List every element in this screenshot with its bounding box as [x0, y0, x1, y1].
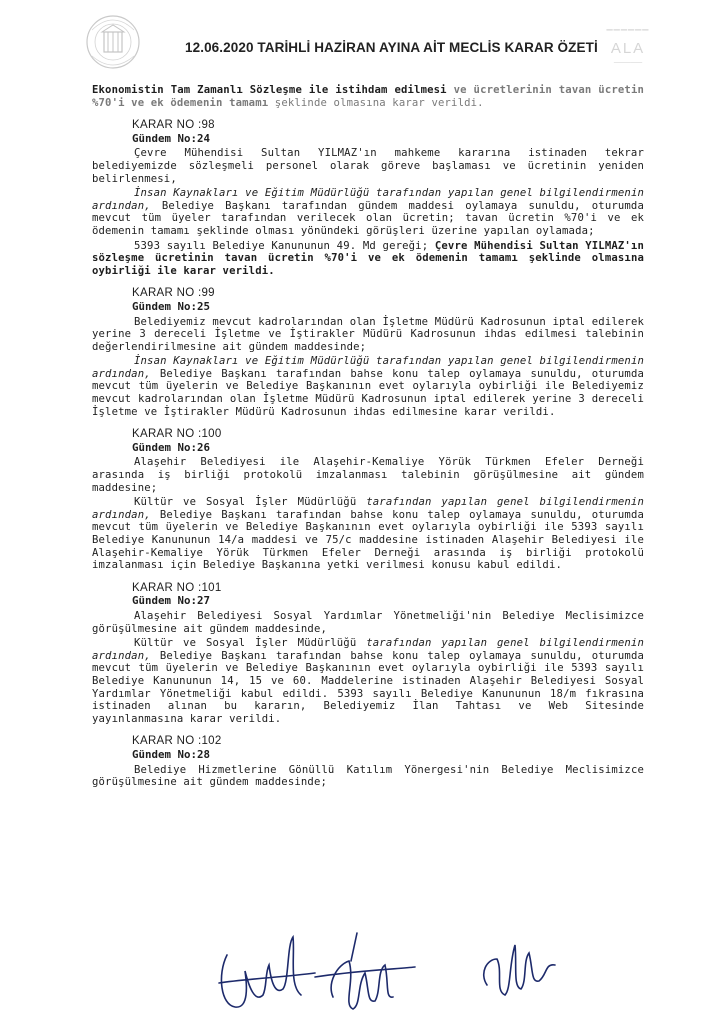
decision-paragraph: [92, 637, 644, 725]
decision-number: KARAR NO :101: [132, 581, 222, 594]
intro-text-b: ve ücretlerinin tavan ücretin %70'i ve ek ödemenin tamamı: [92, 84, 644, 109]
decision-text: Belediye Başkanı tarafından gündem maddesi oylamaya sunuldu, oturumda mevcut tüm üyeler tarafından verilecek olan ücretin; tavan ücretin %70'i ve ek ödemenin tamamı şeklinde olması yönündeki görüşleri üzerine yapılan oylamada;: [92, 199, 644, 237]
agenda-number: Gündem No:28: [132, 747, 211, 761]
decision-number: KARAR NO :100: [132, 428, 222, 441]
signatures: [215, 925, 575, 1020]
decision-text: Belediye Başkanı tarafından bahse konu talep oylamaya sunuldu, oturumda mevcut tüm üyelerin ve Belediye Başkanının evet oylarıyla oybirliği ile 5393 sayılı Belediye Kanununun 14/a maddesi ve 75/c maddesine istinaden Alaşehir Belediyesi ile Alaşehir-Kemaliye Yörük Türkmen Efeler Derneği arasında iş birliği protokolü imzalanması için Belediye Başkanına yetki verilmesi konusu kabul edildi.: [92, 508, 644, 572]
decision-paragraph: Belediye Hizmetlerine Gönüllü Katılım Yönergesi'nin Belediye Meclisimizce görüşülmesine ait gündem maddesinde;: [92, 763, 644, 789]
decision-paragraph: [92, 496, 644, 572]
decision-paragraph: [92, 240, 644, 278]
agenda-number: Gündem No:26: [132, 440, 211, 454]
decision-italic-text: tarafından yapılan genel bilgilendirmenin ardından,: [92, 496, 644, 521]
signature-3: [484, 945, 555, 995]
decision-text: Kültür ve Sosyal İşler Müdürlüğü: [134, 637, 357, 650]
decision-paragraph: [92, 187, 644, 237]
intro-paragraph: [92, 84, 644, 109]
decision-paragraph: Belediyemiz mevcut kadrolarından olan İşletme Müdürü Kadrosunun iptal edilerek yerine 3 dereceli İşletme ve İştirakler Müdürü Kadrosunun ihdas edilmesi talebinin değerlendirilmesine ait gündem maddesinde;: [92, 315, 644, 353]
faint-logo: ▔▔▔▔▔▔ ALA ─────: [603, 30, 653, 74]
decision-italic-text: İnsan Kaynakları ve Eğitim Müdürlüğü tarafından yapılan genel bilgilendirmenin ardından,: [92, 355, 644, 380]
agenda-number: Gündem No:24: [132, 131, 211, 145]
decision-paragraph: [92, 355, 644, 418]
decision-bold-text: Çevre Mühendisi Sultan YILMAZ'ın sözleşme ücretinin tavan ücretin %70'i ve ek ödemenin tamamı şeklinde olmasına oybirliği ile karar verildi.: [92, 239, 644, 277]
page-title: 12.06.2020 TARİHLİ HAZİRAN AYINA AİT MECLİS KARAR ÖZETİ: [185, 40, 598, 55]
intro-text-a: Ekonomistin Tam Zamanlı Sözleşme ile istihdam edilmesi: [92, 84, 447, 96]
decision-italic-text: tarafından yapılan genel bilgilendirmenin ardından,: [92, 637, 644, 662]
decision-number: KARAR NO :98: [132, 119, 215, 132]
decision-number: KARAR NO :102: [132, 735, 222, 748]
decision-paragraph: Çevre Mühendisi Sultan YILMAZ'ın mahkeme kararına istinaden tekrar belediyemizde sözleşmeli personel olarak göreve başlaması ve ücretinin yeniden belirlenmesi,: [92, 147, 644, 185]
decision-text: 5393 sayılı Belediye Kanununun 49. Md gereği;: [134, 239, 429, 252]
document-body: [92, 84, 644, 791]
decision-text: Belediye Başkanı tarafından bahse konu talep oylamaya sunuldu, oturumda mevcut tüm üyelerin ve Belediye Başkanının evet oylarıyla oybirliği ile 5393 sayılı Belediye Kanununun 14, 15 ve 60. Maddelerine istinaden Alaşehir Belediyesi Sosyal Yardımlar Yönetmeliği kabul edildi. 5393 sayılı Belediye Kanununun 18/m fıkrasına istinaden alınan bu kararın, Belediyemiz İlan Tahtası ve Web Sitesinde yayınlanmasına karar verildi.: [92, 649, 644, 725]
signature-1: [219, 937, 315, 1007]
decision-text: Belediye Başkanı tarafından bahse konu talep oylamaya sunuldu, oturumda mevcut tüm üyelerin ve Belediye Başkanının evet oylarıyla oybirliği ile Belediyemiz mevcut kadrolarından olan İşletme Müdürü Kadrosunun iptal edilerek yerine 3 dereceli İşletme ve İştirakler Müdürü Kadrosunun ihdas edilmesine karar verildi.: [92, 367, 644, 418]
decision-number: KARAR NO :99: [132, 287, 215, 300]
signature-2: [315, 933, 415, 1009]
decision-italic-text: İnsan Kaynakları ve Eğitim Müdürlüğü tarafından yapılan genel bilgilendirmenin ardından,: [92, 187, 644, 212]
faint-logo-text: ALA: [610, 39, 646, 57]
intro-text-c: şeklinde olmasına karar verildi.: [268, 96, 484, 109]
agenda-number: Gündem No:25: [132, 299, 211, 313]
agenda-number: Gündem No:27: [132, 594, 211, 608]
decision-paragraph: Alaşehir Belediyesi ile Alaşehir-Kemaliye Yörük Türkmen Efeler Derneği arasında iş birliği protokolü imzalanması talebinin görüşülmesine ait gündem maddesine;: [92, 456, 644, 494]
municipality-seal-icon: [84, 8, 142, 82]
decision-paragraph: Alaşehir Belediyesi Sosyal Yardımlar Yönetmeliği'nin Belediye Meclisimizce görüşülmesine ait gündem maddesinde,: [92, 609, 644, 635]
decision-text: Kültür ve Sosyal İşler Müdürlüğü: [134, 496, 357, 509]
